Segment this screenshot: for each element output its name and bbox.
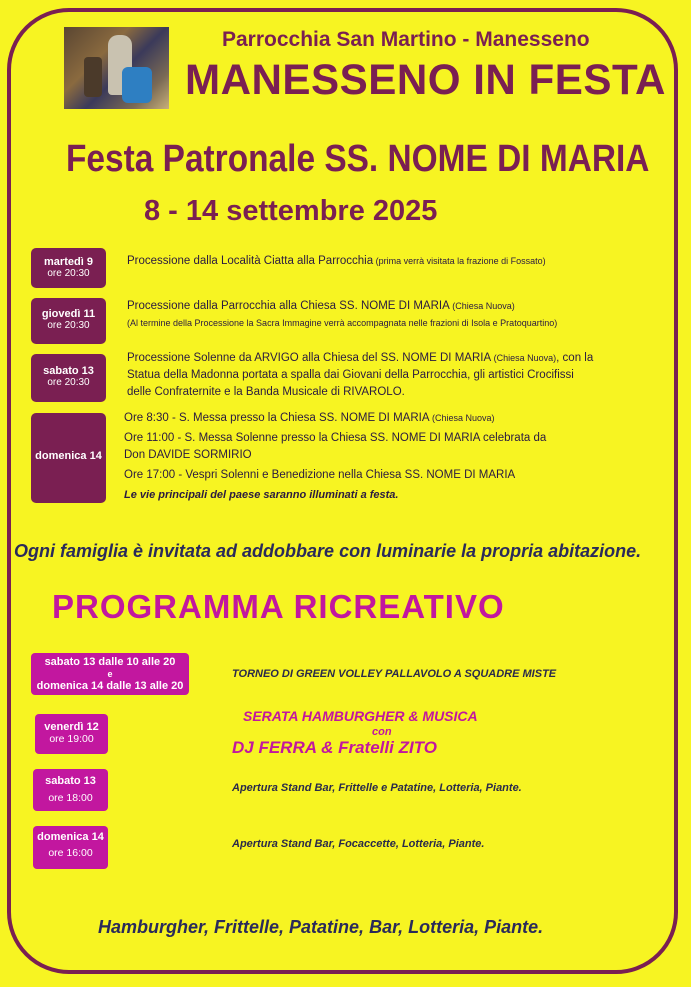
event-text: Processione dalla Località Ciatta alla Parrocchia (prima verrà visitata la frazione di Fossato) — [127, 255, 546, 267]
schedule-badge: sabato 13 ore 18:00 — [33, 769, 108, 811]
event-note: (Al termine della Processione la Sacra Immagine verrà accompagnata nelle frazioni di Isola e Pratoquartino) — [127, 318, 558, 328]
event-text: Ore 17:00 - Vespri Solenni e Benedizione nella Chiesa SS. NOME DI MARIA — [124, 469, 516, 481]
event-text: Statua della Madonna portata a spalla dai Giovani della Parrocchia, gli artistici Crocifissi — [127, 369, 574, 381]
festa-subtitle: Festa Patronale SS. NOME DI MARIA — [66, 138, 650, 180]
event-text: TORNEO DI GREEN VOLLEY PALLAVOLO A SQUADRE MISTE — [232, 668, 557, 680]
schedule-badge: venerdì 12 ore 19:00 — [35, 714, 108, 754]
day-badge: sabato 13 ore 20:30 — [31, 354, 106, 402]
program-title: PROGRAMMA RICREATIVO — [52, 588, 505, 625]
event-text: Ore 11:00 - S. Messa Solenne presso la Chiesa SS. NOME DI MARIA celebrata da — [124, 432, 547, 444]
footer-text: Hamburgher, Frittelle, Patatine, Bar, Lotteria, Piante. — [98, 917, 544, 937]
serata-con: con — [372, 726, 392, 738]
event-text: delle Confraternite e la Banda Musicale di RIVAROLO. — [127, 386, 405, 398]
serata-title: SERATA HAMBURGHER & MUSICA — [243, 708, 478, 724]
poster-title: MANESSENO IN FESTA — [185, 56, 666, 104]
event-text: Ore 8:30 - S. Messa presso la Chiesa SS. NOME DI MARIA (Chiesa Nuova) — [124, 412, 495, 424]
illumination-note: Le vie principali del paese saranno illuminati a festa. — [124, 489, 399, 501]
event-text: Processione dalla Parrocchia alla Chiesa SS. NOME DI MARIA (Chiesa Nuova) — [127, 300, 515, 312]
schedule-badge: domenica 14 ore 16:00 — [33, 826, 108, 869]
event-text: Don DAVIDE SORMIRIO — [124, 449, 252, 461]
day-badge: martedì 9 ore 20:30 — [31, 248, 106, 288]
event-text: Processione Solenne da ARVIGO alla Chiesa del SS. NOME DI MARIA (Chiesa Nuova), con la — [127, 352, 594, 364]
day-badge: domenica 14 — [31, 413, 106, 503]
madonna-statue-photo — [64, 27, 169, 109]
dj-names: DJ FERRA & Fratelli ZITO — [232, 738, 437, 757]
invitation-text: Ogni famiglia è invitata ad addobbare con luminarie la propria abitazione. — [14, 541, 642, 561]
parish-name: Parrocchia San Martino - Manesseno — [222, 28, 590, 51]
day-badge: giovedì 11 ore 20:30 — [31, 298, 106, 344]
event-text: Apertura Stand Bar, Frittelle e Patatine, Lotteria, Piante. — [232, 782, 522, 794]
event-text: Apertura Stand Bar, Focaccette, Lotteria, Piante. — [232, 838, 485, 850]
schedule-badge: sabato 13 dalle 10 alle 20 e domenica 14 dalle 13 alle 20 — [31, 653, 189, 695]
festa-dates: 8 - 14 settembre 2025 — [144, 195, 438, 227]
